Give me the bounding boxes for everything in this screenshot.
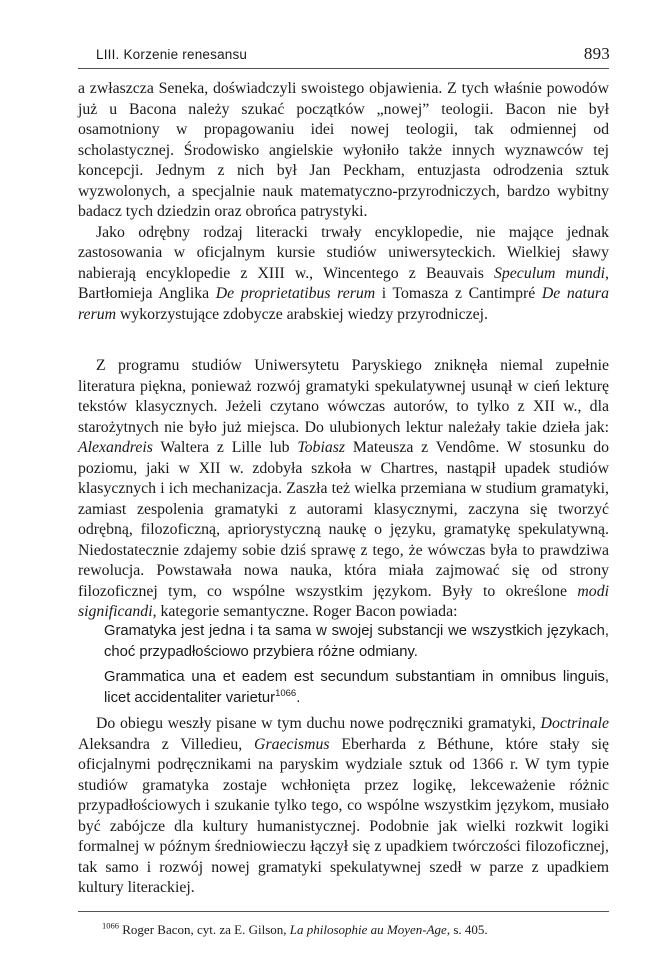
text-run: , s. 405. <box>446 922 488 937</box>
paragraph-paris-program <box>78 356 609 623</box>
text-run: Mateusza z Vendôme. W stosunku do poziomu, jaki w XII w. zdobyła szkoła w Chartres, nastąpił upadek studiów klasycznych i ich mechanizacja. Zaszła też wielka przemiana w studium gramatyki, zamiast zespolenia gramatyki z autorami klasycznymi, zaczyna się tworzyć odrębną, filozoficzną, apriorystyczną naukę o języku, gramatykę spekulatywną. Niedostatecznie zdajemy sobie dziś sprawę z tego, że wówczas była to prawdziwa rewolucja. Powstawała nowa nauka, która miała zajmować się od strony filozoficznej tym, co wspólne wszystkim językom. Były to określone <box>78 439 610 600</box>
text-run: Do obiegu weszły pisane w tym duchu nowe podręczniki gramatyki, <box>96 715 541 732</box>
text-run: Jako odrębny rodzaj literacki trwały encyklopedie, nie mające jednak zastosowania w oficjalnym kursie studiów uniwersyteckich. Wielkiej sławy nabierają encyklopedie z XIII w., Wincentego z Beauvais <box>78 223 609 282</box>
block-quote-polish <box>104 621 609 662</box>
header-rule <box>78 68 609 69</box>
block-quote-latin: Grammatica una et eadem est secundum substantiam in omnibus linguis, licet accidentaliter varietur$^{1066}$. <box>104 669 609 706</box>
text-run: Eberharda z Béthune, które stały się oficjalnymi podręcznikami na paryskim wydziale sztuk od 1366 r. W tym typie studiów gramatyka zostaje wchłonięta przez logikę, lekceważenie różnic przypadłościowych i szukanie tylko tego, co wspólne wszystkim językom, musiało być zabójcze dla kultury humanistycznej. Podobnie jak wielki rozkwit logiki formalnej w późnym średniowieczu łączył się z upadkiem twórczości filozoficznej, tak samo i rozwój nowej gramatyki spekulatywnej szedł w parze z upadkiem kultury literackiej. <box>78 735 609 896</box>
running-title: LIII. Korzenie renesansu <box>96 47 248 62</box>
section-textbooks <box>78 714 609 899</box>
paragraph-encyclopedias <box>78 223 609 326</box>
page-number: 893 <box>583 44 610 63</box>
quote-text: Grammatica una et eadem est secundum substantiam in omnibus linguis, licet accidentaliter varietur <box>104 669 609 706</box>
section-grammar <box>78 356 609 623</box>
footnote <box>102 922 609 938</box>
footnote-number: 1066 <box>102 920 119 931</box>
quote-text: Gramatyka jest jedna i ta sama w swojej substancji we wszystkich językach, choć przypadłościowo przybiera różne odmiany. <box>104 623 609 660</box>
text-run: Z programu studiów Uniwersytetu Paryskiego zniknęła niemal zupełnie literatura piękna, ponieważ rozwój gramatyki spekulatywnej usunął w cień lekturę tekstów klasycznych. Jeżeli czytano wówczas autorów, to tylko z XII w., dla starożytnych nie było już miejsca. Do ulubionych lektur należały takie dzieła jak: <box>78 357 609 436</box>
paragraph-textbooks <box>78 714 609 899</box>
text-run: wykorzystujące zdobycze arabskiej wiedzy przyrodniczej. <box>116 305 488 323</box>
title-alexandreis: Alexandreis <box>78 439 153 456</box>
footnote-rule <box>78 911 609 912</box>
title-graecismus: Graecismus <box>254 735 330 753</box>
section-theology <box>78 79 609 325</box>
text-run: Waltera z Lille lub <box>152 439 298 456</box>
text-run: i Tomasza z Cantimpré <box>375 285 542 302</box>
title-de-natura-rerum: De natura rerum <box>78 285 609 323</box>
term-modi-significandi: modi significandi <box>78 582 609 620</box>
title-la-philosophie: La philosophie au Moyen-Age <box>289 922 447 937</box>
footnote-reference[interactable]: 1066 <box>275 687 297 699</box>
running-head <box>96 44 610 67</box>
title-de-proprietatibus-rerum: De proprietatibus rerum <box>215 285 376 302</box>
title-speculum-mundi: Speculum mundi <box>494 264 606 282</box>
text-run: , kategorie semantyczne. Roger Bacon powiada: <box>152 603 458 620</box>
title-tobiasz: Tobiasz <box>297 439 346 456</box>
paragraph-bacon: a zwłaszcza Seneka, doświadczyli swoistego objawienia. Z tych właśnie powodów już u Bacona należy szukać początków „nowej” teologii. Bacon nie był osamotniony w propagowaniu idei nowej teologii, tak odmiennej od scholastycznej. Środowisko angielskie wyłoniło także innych wyznawców tej koncepcji. Jednym z nich był Jan Peckham, entuzjasta odrodzenia sztuk wyzwolonych, a specjalnie nauk matematyczno-przyrodniczych, bardzo wybitny badacz tych dziedzin oraz obrońca patrystyki. <box>78 80 609 220</box>
text-run: , Bartłomieja Anglika <box>78 264 609 302</box>
title-doctrinale: Doctrinale <box>540 715 609 732</box>
text-run: Roger Bacon, cyt. za E. Gilson, <box>119 922 290 937</box>
text-run: Aleksandra z Villedieu, <box>78 735 255 753</box>
